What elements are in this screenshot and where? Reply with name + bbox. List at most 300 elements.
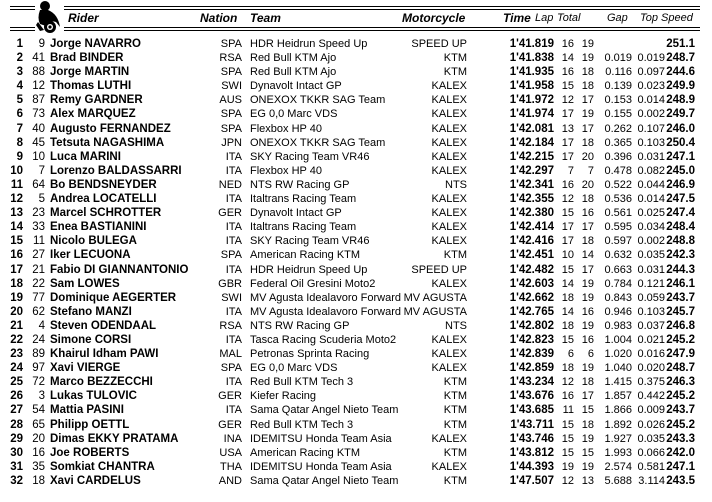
table-row	[0, 263, 712, 277]
total-laps: 18	[581, 80, 594, 93]
nation: SPA	[220, 249, 242, 262]
gap-to-previous: 0.021	[637, 333, 665, 346]
nation: RSA	[219, 319, 242, 332]
best-lap: 17	[561, 235, 574, 248]
gap-to-first: 2.574	[604, 460, 632, 473]
position: 17	[10, 263, 23, 276]
gap-to-first: 1.004	[604, 333, 632, 346]
best-time: 1'41.935	[509, 66, 554, 79]
table-row	[0, 136, 712, 150]
motorcycle: KTM	[443, 376, 467, 389]
best-time: 1'42.081	[509, 122, 554, 135]
table-row	[0, 122, 712, 136]
motorcycle: KALEX	[431, 348, 467, 361]
rider-number: 22	[32, 277, 45, 290]
best-time: 1'42.355	[509, 193, 554, 206]
motorcycle: KALEX	[431, 432, 467, 445]
team-name: Flexbox HP 40	[250, 164, 322, 177]
team-name: Federal Oil Gresini Moto2	[250, 277, 376, 290]
header-top-rule-3	[64, 6, 700, 7]
best-time: 1'43.711	[510, 418, 554, 431]
nation: RSA	[219, 52, 242, 65]
nation: SWI	[221, 80, 242, 93]
motorcycle: KALEX	[431, 221, 467, 234]
gap-to-previous: 0.103	[637, 136, 665, 149]
header-motorcycle: Motorcycle	[402, 11, 466, 25]
team-name: Kiefer Racing	[250, 390, 317, 403]
gap-to-first: 0.784	[604, 277, 632, 290]
table-row	[0, 65, 712, 79]
nation: USA	[219, 446, 242, 459]
rider-name: Dominique AEGERTER	[50, 291, 177, 304]
best-time: 1'41.958	[509, 80, 554, 93]
nation: THA	[220, 460, 242, 473]
motorcycle: KALEX	[431, 460, 467, 473]
rider-name: Lorenzo BALDASSARRI	[50, 164, 182, 177]
rider-name: Tetsuta NAGASHIMA	[50, 136, 165, 149]
best-time: 1'42.482	[509, 263, 554, 276]
total-laps: 13	[581, 474, 594, 487]
best-time: 1'42.802	[509, 319, 554, 332]
gap-to-previous: 0.082	[637, 164, 665, 177]
best-time: 1'44.393	[509, 460, 554, 473]
best-lap: 12	[561, 193, 574, 206]
top-speed: 246.1	[666, 277, 695, 290]
header-lap: Lap	[535, 12, 554, 24]
header-top-rule-1	[10, 6, 35, 7]
rider-number: 88	[32, 66, 45, 79]
best-lap: 17	[561, 221, 574, 234]
rider-number: 35	[32, 460, 45, 473]
motorcycle: SPEED UP	[411, 38, 467, 50]
gap-to-first: 0.632	[604, 249, 632, 262]
top-speed: 249.9	[666, 80, 695, 93]
rider-name: Philipp OETTL	[50, 418, 130, 431]
rider-name: Alex MARQUEZ	[50, 108, 136, 121]
gap-to-previous: 0.121	[637, 277, 665, 290]
gap-to-first: 1.020	[604, 348, 632, 361]
top-speed: 245.2	[666, 390, 695, 403]
team-name: Sama Qatar Angel Nieto Team	[250, 404, 399, 417]
nation: SPA	[220, 108, 242, 121]
total-laps: 18	[581, 418, 594, 431]
gap-to-first: 0.396	[604, 150, 632, 163]
rider-name: Remy GARDNER	[50, 94, 143, 107]
nation: ITA	[225, 305, 242, 318]
gap-to-previous: 0.375	[637, 376, 665, 389]
nation: ITA	[225, 221, 242, 234]
total-laps: 17	[581, 122, 594, 135]
total-laps: 18	[581, 235, 594, 248]
top-speed: 247.9	[666, 348, 695, 361]
nation: MAL	[219, 348, 242, 361]
team-name: Red Bull KTM Ajo	[250, 66, 337, 79]
table-row	[0, 460, 712, 474]
rider-number: 45	[32, 136, 45, 149]
best-lap: 15	[561, 446, 574, 459]
best-time: 1'43.685	[509, 404, 554, 417]
position: 29	[10, 432, 23, 445]
best-lap: 6	[567, 348, 574, 361]
position: 30	[10, 446, 23, 459]
best-lap: 19	[561, 460, 574, 473]
table-row	[0, 474, 712, 488]
position: 23	[10, 348, 23, 361]
best-lap: 16	[561, 38, 574, 50]
total-laps: 14	[581, 249, 594, 262]
motorcycle: KALEX	[431, 235, 467, 248]
motorcycle: NTS	[445, 319, 467, 332]
rider-number: 12	[32, 80, 45, 93]
motorcycle: MV AGUSTA	[403, 291, 467, 304]
nation: GBR	[218, 277, 242, 290]
header-bottom-rule-2	[10, 30, 35, 31]
gap-to-previous: 0.044	[637, 178, 665, 191]
position: 6	[16, 108, 23, 121]
motorcycle: KTM	[443, 404, 467, 417]
rider-name: Thomas LUTHI	[50, 80, 132, 93]
position: 2	[16, 52, 23, 65]
total-laps: 6	[587, 348, 594, 361]
position: 9	[16, 150, 23, 163]
rider-name: Augusto FERNANDEZ	[50, 122, 171, 135]
total-laps: 18	[581, 193, 594, 206]
total-laps: 17	[581, 390, 594, 403]
best-lap: 15	[561, 418, 574, 431]
table-row	[0, 347, 712, 361]
gap-to-first: 1.415	[604, 376, 632, 389]
rider-number: 41	[32, 52, 45, 65]
table-row	[0, 206, 712, 220]
nation: INA	[223, 432, 242, 445]
nation: ITA	[225, 404, 242, 417]
rider-name: Xavi CARDELUS	[50, 474, 141, 487]
gap-to-first: 0.155	[604, 108, 632, 121]
gap-to-first: 1.866	[604, 404, 632, 417]
rider-number: 21	[32, 263, 45, 276]
team-name: NTS RW Racing GP	[250, 178, 350, 191]
total-laps: 19	[581, 108, 594, 121]
rider-number: 87	[32, 94, 45, 107]
team-name: HDR Heidrun Speed Up	[250, 263, 368, 276]
rider-number: 65	[32, 418, 45, 431]
total-laps: 15	[581, 404, 594, 417]
gap-to-previous: 0.037	[637, 319, 665, 332]
position: 13	[10, 207, 23, 220]
nation: ITA	[225, 263, 242, 276]
best-lap: 12	[561, 376, 574, 389]
best-time: 1'43.746	[509, 432, 554, 445]
motorcycle: SPEED UP	[411, 263, 467, 276]
nation: AUS	[219, 94, 242, 107]
position: 19	[10, 291, 23, 304]
gap-to-previous: 0.034	[637, 221, 665, 234]
motorcycle: MV AGUSTA	[403, 305, 467, 318]
results-table	[0, 37, 712, 488]
gap-to-first: 0.139	[604, 80, 632, 93]
top-speed: 246.3	[666, 376, 695, 389]
motorcycle: KTM	[443, 249, 467, 262]
position: 28	[10, 418, 23, 431]
header-nation: Nation	[200, 11, 238, 25]
gap-to-previous: 0.014	[637, 193, 665, 206]
top-speed: 248.7	[666, 52, 695, 65]
position: 1	[16, 38, 23, 50]
rider-name: Andrea LOCATELLI	[50, 193, 157, 206]
top-speed: 245.2	[666, 333, 695, 346]
team-name: HDR Heidrun Speed Up	[250, 38, 368, 50]
team-name: Italtrans Racing Team	[250, 193, 357, 206]
rider-name: Enea BASTIANINI	[50, 221, 147, 234]
position: 15	[10, 235, 23, 248]
gap-to-first: 0.983	[604, 319, 632, 332]
motorcycle: KTM	[443, 446, 467, 459]
gap-to-first: 0.843	[604, 291, 632, 304]
motorcycle: KTM	[443, 418, 467, 431]
table-row	[0, 234, 712, 248]
gap-to-previous: 0.035	[637, 249, 665, 262]
best-time: 1'42.297	[509, 164, 554, 177]
top-speed: 245.0	[666, 164, 695, 177]
team-name: ONEXOX TKKR SAG Team	[250, 136, 386, 149]
header-top-speed: Top Speed	[640, 12, 693, 24]
total-laps: 18	[581, 376, 594, 389]
table-row	[0, 93, 712, 107]
header-gap: Gap	[607, 12, 628, 24]
rider-number: 16	[32, 446, 45, 459]
gap-to-previous: 0.002	[637, 108, 665, 121]
nation: SWI	[221, 291, 242, 304]
team-name: Flexbox HP 40	[250, 122, 322, 135]
rider-number: 10	[32, 150, 45, 163]
position: 10	[10, 164, 23, 177]
table-row	[0, 51, 712, 65]
motorcycle: KTM	[443, 390, 467, 403]
best-time: 1'42.765	[509, 305, 554, 318]
motorcycle: KALEX	[431, 207, 467, 220]
best-lap: 17	[561, 136, 574, 149]
gap-to-first: 0.522	[604, 178, 632, 191]
rider-number: 77	[32, 291, 45, 304]
best-time: 1'42.414	[509, 221, 554, 234]
position: 5	[16, 94, 23, 107]
nation: ITA	[225, 150, 242, 163]
motorcycle: KALEX	[431, 362, 467, 375]
rider-number: 97	[32, 362, 45, 375]
best-time: 1'42.823	[509, 333, 554, 346]
top-speed: 248.7	[666, 362, 695, 375]
gap-to-previous: 0.020	[637, 362, 665, 375]
top-speed: 248.8	[666, 235, 695, 248]
nation: ITA	[225, 376, 242, 389]
best-time: 1'42.603	[509, 277, 554, 290]
top-speed: 247.1	[666, 460, 695, 473]
best-time: 1'42.416	[509, 235, 554, 248]
best-lap: 15	[561, 207, 574, 220]
team-name: NTS RW Racing GP	[250, 319, 350, 332]
rider-name: Marco BEZZECCHI	[50, 376, 153, 389]
table-row	[0, 79, 712, 93]
best-time: 1'41.974	[509, 108, 554, 121]
rider-name: Jorge NAVARRO	[50, 38, 141, 50]
best-lap: 16	[561, 390, 574, 403]
rider-number: 23	[32, 207, 45, 220]
top-speed: 242.3	[666, 249, 695, 262]
gap-to-first: 0.561	[604, 207, 632, 220]
team-name: EG 0,0 Marc VDS	[250, 362, 338, 375]
table-row	[0, 333, 712, 347]
team-name: Petronas Sprinta Racing	[250, 348, 370, 361]
rider-number: 4	[38, 319, 45, 332]
rider-number: 73	[32, 108, 45, 121]
total-laps: 19	[581, 362, 594, 375]
best-lap: 13	[561, 122, 574, 135]
nation: AND	[218, 474, 242, 487]
gap-to-first: 0.595	[604, 221, 632, 234]
nation: GER	[218, 418, 242, 431]
top-speed: 243.7	[666, 404, 695, 417]
top-speed: 243.7	[666, 291, 695, 304]
header-top-rule-4	[64, 9, 700, 10]
rider-number: 64	[32, 178, 45, 191]
gap-to-previous: 0.031	[637, 150, 665, 163]
gap-to-first: 0.153	[604, 94, 632, 107]
total-laps: 17	[581, 263, 594, 276]
best-lap: 14	[561, 277, 574, 290]
motorcycle: KALEX	[431, 193, 467, 206]
position: 31	[10, 460, 23, 473]
best-time: 1'43.812	[509, 446, 554, 459]
gap-to-previous: 0.026	[637, 418, 665, 431]
header-time: Time	[503, 11, 531, 25]
gap-to-first: 1.993	[604, 446, 632, 459]
best-time: 1'42.451	[509, 249, 554, 262]
gap-to-previous: 0.019	[637, 52, 665, 65]
best-lap: 14	[561, 52, 574, 65]
rider-number: 33	[32, 221, 45, 234]
header-team: Team	[250, 11, 281, 25]
rider-number: 24	[32, 333, 45, 346]
best-time: 1'42.380	[509, 207, 554, 220]
top-speed: 242.0	[666, 446, 695, 459]
motorcycle: KALEX	[431, 80, 467, 93]
motorcycle: KALEX	[431, 333, 467, 346]
team-name: MV Agusta Idealavoro Forward	[250, 291, 402, 304]
team-name: IDEMITSU Honda Team Asia	[250, 460, 392, 473]
top-speed: 248.9	[666, 94, 695, 107]
gap-to-first: 0.019	[604, 52, 632, 65]
team-name: EG 0,0 Marc VDS	[250, 108, 338, 121]
team-name: Dynavolt Intact GP	[250, 80, 342, 93]
motorcycle: KALEX	[431, 164, 467, 177]
gap-to-first: 0.262	[604, 122, 632, 135]
nation: SPA	[220, 122, 242, 135]
top-speed: 245.2	[666, 418, 695, 431]
top-speed: 247.4	[666, 207, 695, 220]
motorcycle: KALEX	[431, 136, 467, 149]
table-row	[0, 389, 712, 403]
gap-to-previous: 0.023	[637, 80, 665, 93]
best-lap: 11	[562, 404, 574, 417]
table-row	[0, 361, 712, 375]
rider-name: Nicolo BULEGA	[50, 235, 137, 248]
best-lap: 16	[561, 66, 574, 79]
motorcycle: KALEX	[431, 94, 467, 107]
table-row	[0, 192, 712, 206]
header-bottom-rule-3	[64, 27, 700, 28]
motorcycle: KALEX	[431, 108, 467, 121]
best-lap: 18	[561, 319, 574, 332]
table-row	[0, 375, 712, 389]
total-laps: 19	[581, 52, 594, 65]
team-name: ONEXOX TKKR SAG Team	[250, 94, 386, 107]
best-time: 1'42.184	[509, 136, 554, 149]
rider-name: Stefano MANZI	[50, 305, 132, 318]
team-name: Red Bull KTM Tech 3	[250, 418, 354, 431]
team-name: American Racing KTM	[250, 249, 361, 262]
position: 12	[10, 193, 23, 206]
rider-number: 11	[33, 235, 45, 248]
gap-to-previous: 0.581	[637, 460, 665, 473]
best-lap: 15	[561, 263, 574, 276]
total-laps: 16	[581, 305, 594, 318]
best-time: 1'42.341	[509, 178, 554, 191]
team-name: SKY Racing Team VR46	[250, 150, 370, 163]
position: 8	[16, 136, 23, 149]
table-row	[0, 418, 712, 432]
position: 7	[16, 122, 23, 135]
team-name: Dynavolt Intact GP	[250, 207, 342, 220]
best-lap: 7	[567, 164, 574, 177]
nation: GER	[218, 207, 242, 220]
table-row	[0, 319, 712, 333]
motorcycle: KALEX	[431, 277, 467, 290]
gap-to-previous: 0.442	[637, 390, 665, 403]
best-time: 1'42.859	[509, 362, 554, 375]
nation: ITA	[225, 235, 242, 248]
best-lap: 15	[561, 333, 574, 346]
nation: ITA	[225, 193, 242, 206]
total-laps: 17	[581, 221, 594, 234]
rider-name: Somkiat CHANTRA	[50, 460, 155, 473]
rider-name: Xavi VIERGE	[50, 362, 121, 375]
gap-to-previous: 0.014	[637, 94, 665, 107]
best-time: 1'42.839	[509, 348, 554, 361]
gap-to-first: 5.688	[604, 474, 632, 487]
nation: SPA	[220, 66, 242, 79]
top-speed: 244.3	[666, 263, 695, 276]
team-name: Tasca Racing Scuderia Moto2	[250, 333, 397, 346]
team-name: American Racing KTM	[250, 446, 361, 459]
rider-number: 62	[32, 305, 45, 318]
team-name: Sama Qatar Angel Nieto Team	[250, 474, 399, 487]
best-lap: 18	[561, 291, 574, 304]
top-speed: 248.4	[666, 221, 695, 234]
best-lap: 17	[561, 150, 574, 163]
table-row	[0, 446, 712, 460]
rider-name: Iker LECUONA	[50, 249, 131, 262]
total-laps: 16	[581, 333, 594, 346]
rider-name: Mattia PASINI	[50, 404, 124, 417]
gap-to-previous: 3.114	[638, 474, 665, 487]
top-speed: 246.8	[666, 319, 695, 332]
best-lap: 17	[561, 108, 574, 121]
table-row	[0, 107, 712, 121]
rider-name: Bo BENDSNEYDER	[50, 178, 157, 191]
top-speed: 243.5	[666, 474, 695, 487]
position: 24	[10, 362, 23, 375]
gap-to-first: 0.365	[604, 136, 632, 149]
